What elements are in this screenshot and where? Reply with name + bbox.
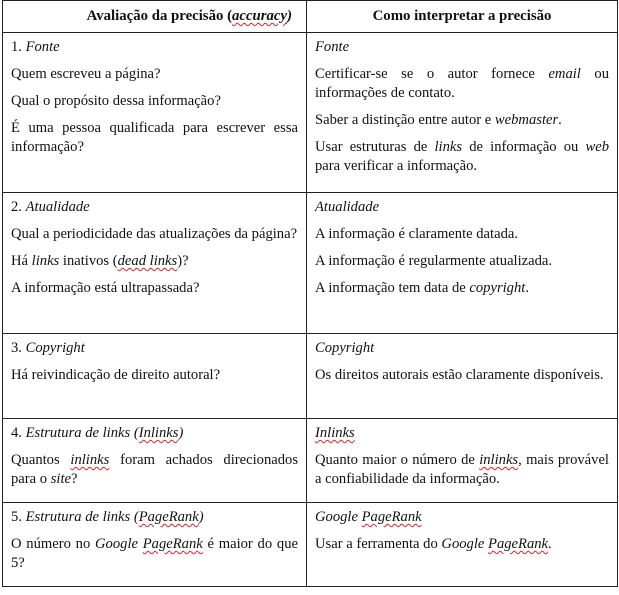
text-segment: Atualidade <box>315 199 380 215</box>
text-segment: Qual o propósito dessa informação? <box>11 93 221 109</box>
text-segment: links <box>31 253 60 269</box>
spellcheck-flagged-text: dead links <box>117 253 178 269</box>
text-segment: 1. <box>11 39 26 55</box>
text-segment: Estrutura de links ( <box>25 425 139 441</box>
criterion-title <box>11 38 298 57</box>
criterion-text <box>315 138 609 176</box>
text-segment: Fonte <box>315 39 350 55</box>
text-segment: Há <box>11 253 32 269</box>
text-segment: É uma pessoa qualificada para escrever essa informação? <box>11 120 298 155</box>
text-segment: Quem escreveu a página? <box>11 66 161 82</box>
spellcheck-flagged-text: PageRank <box>361 509 422 525</box>
text-segment: email <box>548 66 581 82</box>
text-segment: 3. <box>11 340 26 356</box>
criterion-text <box>315 451 609 489</box>
text-segment: . <box>548 536 552 552</box>
criterion-text <box>11 252 298 271</box>
interpretation-cell <box>307 334 618 419</box>
text-segment: Qual a periodicidade das atualizações da página? <box>11 226 298 242</box>
table-row <box>3 193 618 334</box>
criterion-text <box>315 65 609 103</box>
criterion-title <box>315 424 609 443</box>
spellcheck-flagged-text: PageRank <box>138 509 199 525</box>
criterion-text <box>315 279 609 298</box>
table-row <box>3 334 618 419</box>
criterion-text <box>315 111 609 130</box>
text-segment: 2. <box>11 199 26 215</box>
text-segment: Saber a distinção entre autor e <box>315 112 495 128</box>
text-segment: ou informações de contato. <box>315 66 609 101</box>
table-row <box>3 33 618 193</box>
header-interpretation <box>307 1 618 33</box>
evaluation-cell <box>3 193 307 334</box>
text-segment: Copyright <box>315 340 375 356</box>
criterion-text <box>315 252 609 271</box>
evaluation-cell <box>3 503 307 587</box>
text-segment: ) <box>287 8 292 24</box>
criterion-text <box>315 535 609 554</box>
interpretation-cell <box>307 503 618 587</box>
interpretation-cell <box>307 193 618 334</box>
spellcheck-flagged-text: inlinks <box>70 452 110 468</box>
criterion-text <box>11 65 298 84</box>
criterion-text <box>315 366 609 385</box>
text-segment: ? <box>71 471 78 487</box>
text-segment: 4. <box>11 425 26 441</box>
criterion-title <box>11 424 298 443</box>
text-segment: Copyright <box>25 340 85 356</box>
text-segment: copyright <box>469 280 526 296</box>
criterion-text <box>11 225 298 244</box>
interpretation-cell <box>307 33 618 193</box>
evaluation-cell <box>3 33 307 193</box>
spellcheck-flagged-text: Inlinks <box>315 425 355 441</box>
text-segment: A informação tem data de <box>315 280 470 296</box>
table-row <box>3 419 618 503</box>
text-segment: A informação está ultrapassada? <box>11 280 200 296</box>
criterion-text <box>11 279 298 298</box>
text-segment: Avaliação da precisão ( <box>86 8 232 24</box>
criterion-title <box>315 198 609 217</box>
text-segment: Usar estruturas de <box>315 139 435 155</box>
criterion-text <box>11 119 298 157</box>
text-segment: Atualidade <box>25 199 90 215</box>
spellcheck-flagged-text: PageRank <box>142 536 203 552</box>
text-segment: Os direitos autorais estão claramente disponíveis. <box>315 367 604 383</box>
text-segment: site <box>50 471 71 487</box>
text-segment: Fonte <box>25 39 60 55</box>
text-segment: )? <box>177 253 189 269</box>
criterion-text <box>11 451 298 489</box>
evaluation-cell <box>3 334 307 419</box>
text-segment: . <box>525 280 529 296</box>
criterion-title <box>315 38 609 57</box>
text-segment: A informação é claramente datada. <box>315 226 518 242</box>
text-segment: Google <box>95 536 143 552</box>
text-segment: links <box>434 139 463 155</box>
text-segment: ) <box>178 425 184 441</box>
header-row <box>3 1 618 33</box>
text-segment: para verificar a informação. <box>315 158 478 174</box>
text-segment: de informação ou <box>462 139 586 155</box>
text-segment: Quantos <box>11 452 71 468</box>
text-segment: , mais provável a confiabilidade da informação. <box>315 452 609 487</box>
text-segment: . <box>558 112 562 128</box>
text-segment: ) <box>198 509 204 525</box>
spellcheck-flagged-text: accuracy <box>232 8 288 24</box>
text-segment: web <box>585 139 609 155</box>
text-segment: Certificar-se se o autor fornece <box>315 66 549 82</box>
interpretation-cell <box>307 419 618 503</box>
text-segment: A informação é regularmente atualizada. <box>315 253 553 269</box>
spellcheck-flagged-text: Inlinks <box>138 425 179 441</box>
spellcheck-flagged-text: PageRank <box>488 536 549 552</box>
evaluation-cell <box>3 419 307 503</box>
text-segment: Google <box>441 536 489 552</box>
text-segment: O número no <box>11 536 96 552</box>
text-segment: inativos ( <box>59 253 118 269</box>
criterion-text <box>11 366 298 385</box>
text-segment: Estrutura de links ( <box>25 509 139 525</box>
spellcheck-flagged-text: inlinks <box>479 452 519 468</box>
criterion-title <box>11 339 298 358</box>
text-segment: webmaster <box>494 112 559 128</box>
text-segment: Google <box>315 509 362 525</box>
criterion-text <box>11 535 298 573</box>
text-segment: Usar a ferramenta do <box>315 536 442 552</box>
criterion-text <box>11 92 298 111</box>
text-segment: Como interpretar a precisão <box>372 8 552 24</box>
table-row <box>3 503 618 587</box>
text-segment: Quanto maior o número de <box>315 452 480 468</box>
criterion-text <box>315 225 609 244</box>
text-segment: Há reivindicação de direito autoral? <box>11 367 221 383</box>
criterion-title <box>11 198 298 217</box>
criterion-title <box>11 508 298 527</box>
text-segment: foram achados direcionados para o <box>11 452 299 487</box>
accuracy-table <box>2 0 618 587</box>
header-evaluation <box>3 1 307 33</box>
text-segment: 5. <box>11 509 26 525</box>
criterion-title <box>315 508 609 527</box>
text-segment: é maior do que 5? <box>11 536 298 571</box>
criterion-title <box>315 339 609 358</box>
